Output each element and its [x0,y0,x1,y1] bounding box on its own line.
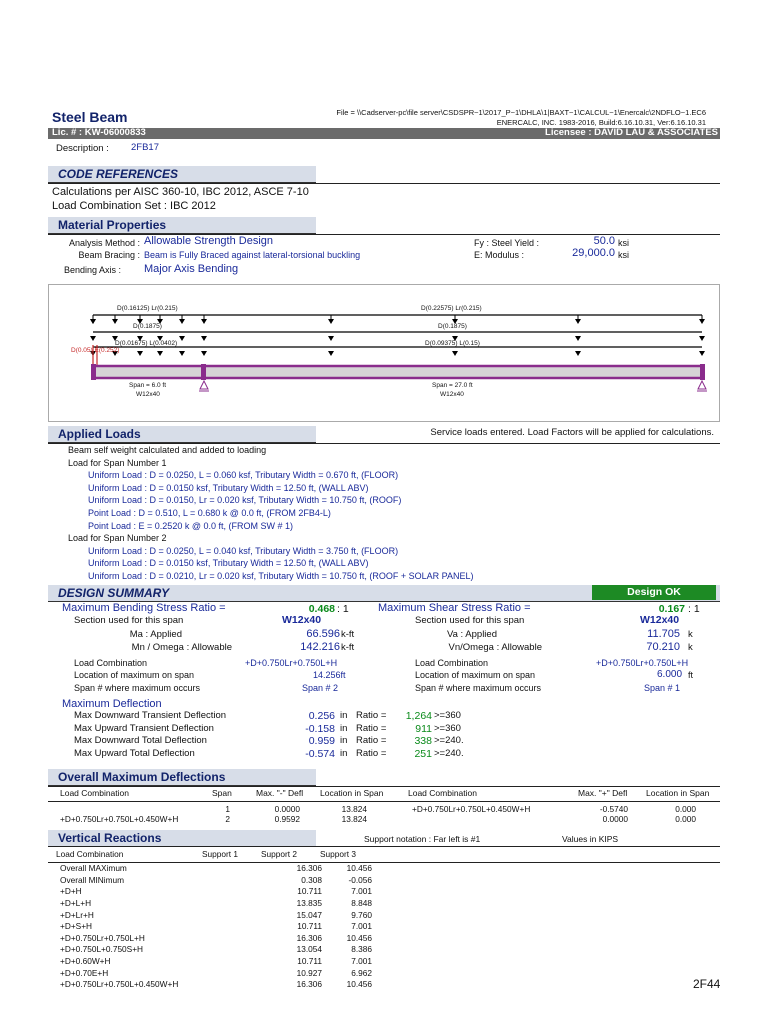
support-reaction-cell: 10.711 [297,886,322,897]
shear-ratio-label: Maximum Shear Stress Ratio = [378,602,531,614]
table-row [60,921,372,933]
col-header: Max. "+" Defl [578,788,628,798]
deflection-label: Max Downward Transient Deflection [74,710,227,721]
vn-label: Vn/Omega : Allowable [448,642,542,653]
table-row [60,933,372,945]
table-row [60,898,372,910]
table-row [60,875,372,887]
span-number: 1 [225,804,230,814]
ratio-limit: >=360 [434,710,461,721]
support-reaction-cell: 16.306 [296,979,322,990]
bending-ratio-label: Maximum Bending Stress Ratio = [62,602,226,614]
shear-loc-unit: ft [688,670,694,680]
applied-load-line: Uniform Load : D = 0.0250, L = 0.060 ksf, Tributary Width = 0.670 ft, (FLOOR) [88,470,399,481]
applied-loads-heading: Applied Loads [58,427,141,441]
reactions-units: Values in KIPS [562,834,619,844]
col-header: Load Combination [56,849,124,859]
file-path: File = \\Cadserver-pc\file server\CSDSPR~1\2017_P~1\DHLA\1|BAXT~1\CALCUL~1\Enercalc\2NDFLO~1.EC6 [336,108,706,117]
e-label: E: Modulus : [474,250,525,260]
divider [48,846,720,847]
support-reaction-cell: 9.760 [351,909,372,920]
support-reaction-cell [202,909,262,921]
load-combination-cell: +D+0.70E+H [60,967,109,978]
bend-section-value: W12x40 [282,614,322,626]
vn-unit: k [688,642,693,653]
applied-load-line: Uniform Load : D = 0.0210, Lr = 0.020 ksf, Tributary Width = 10.750 ft, (ROOF + SOLAR PANEL) [88,571,474,581]
support-reaction-cell [202,956,262,968]
support-reaction-cell: 10.927 [296,967,322,978]
support-reaction-cell: 7.001 [351,886,372,897]
bend-lc-value: +D+0.750Lr+0.750L+H [245,658,338,668]
shear-section-value: W12x40 [640,614,680,626]
load-label-2c: D(0.09375) L(0.15) [425,340,480,347]
load-combination-cell: Overall MAXimum [60,863,127,874]
load-combination-cell: +D+0.750Lr+0.750L+0.450W+H [60,979,179,990]
deflection-label: Max Upward Total Deflection [74,747,195,759]
applied-loads-note: Service loads entered. Load Factors will be applied for calculations. [430,427,714,438]
support-reaction-cell: -0.056 [348,874,372,885]
va-unit: k [688,629,693,640]
max-negative-deflection: 0.0000 [274,804,300,814]
location-in-span-pos: 0.000 [675,804,696,814]
applied-load-line: Point Load : E = 0.2520 k @ 0.0 ft, (FROM SW # 1) [88,520,293,531]
beam-member [93,366,703,378]
support-reaction-cell: 13.054 [296,944,322,955]
load-label-1d: D(0.05) E(0.252) [71,347,120,354]
support-reaction-cell: 7.001 [351,956,372,967]
applied-load-line: Uniform Load : D = 0.0150 ksf, Tributary Width = 12.50 ft, (WALL ABV) [88,482,369,493]
max-positive-deflection: -0.5740 [599,804,628,814]
load-label-2b: D(0.1875) [438,323,467,330]
overall-deflections-heading: Overall Maximum Deflections [58,770,226,784]
deflection-unit: in [340,710,348,721]
code-line-2: Load Combination Set : IBC 2012 [52,200,216,212]
deflection-heading: Maximum Deflection [62,698,162,710]
support-reaction-cell: 0.308 [301,874,322,885]
divider [48,183,720,184]
load-label-1b: D(0.1875) [133,323,162,330]
ratio-label: Ratio = [356,722,387,734]
design-summary-heading: DESIGN SUMMARY [58,586,170,600]
ratio-limit: >=240. [434,735,464,746]
divider [48,786,720,787]
table-row [60,956,372,968]
ratio-value: 911 [415,722,432,735]
load-combination-cell: +D+S+H [60,921,93,932]
bracing-value: Beam is Fully Braced against lateral-torsional buckling [144,250,361,260]
support-reaction-cell: 8.848 [351,898,372,909]
load-combination-cell: +D+0.750L+0.750S+H [60,944,144,955]
ratio-label: Ratio = [356,710,387,721]
max-negative-deflection: 0.9592 [274,814,300,824]
ratio-value: 1,264 [405,710,432,722]
reactions-table [60,863,372,991]
ratio-value: 251 [414,747,432,760]
load-combination: +D+0.750Lr+0.750L+0.450W+H [60,814,179,824]
va-label: Va : Applied [446,629,497,640]
table-row [60,909,372,921]
shear-span-label: Span # where maximum occurs [415,683,542,693]
col-header: Location in Span [646,788,710,798]
load-combination-cell: +D+H [60,886,82,897]
ma-value: 66.596 [306,628,340,640]
support-reaction-cell [202,979,262,991]
location-in-span-pos: 0.000 [675,814,696,824]
page-mark: 2F44 [693,977,721,991]
analysis-label: Analysis Method : [68,238,140,248]
support-reaction-cell: 10.456 [346,932,372,943]
ma-label: Ma : Applied [129,629,182,640]
e-unit: ksi [618,250,629,260]
bending-ratio-of: : 1 [337,603,349,615]
e-value: 29,000.0 [572,247,615,259]
applied-load-line: Uniform Load : D = 0.0250, L = 0.040 ksf, Tributary Width = 3.750 ft, (FLOOR) [88,545,399,556]
fy-label: Fy : Steel Yield : [474,238,540,248]
shear-ratio-value: 0.167 [658,603,685,615]
ma-unit: k-ft [341,629,355,640]
deflection-label: Max Upward Transient Deflection [74,722,214,734]
table-row [60,944,372,956]
support-reaction-cell: 10.711 [297,956,322,967]
load-label-1a: D(0.16125) Lr(0.215) [117,305,178,312]
ratio-label: Ratio = [356,747,387,759]
table-row [60,979,372,991]
col-header: Load Combination [60,788,129,798]
fy-unit: ksi [618,238,629,248]
bend-span-label: Span # where maximum occurs [74,683,201,693]
bending-ratio-value: 0.468 [308,603,335,615]
bend-lc-label: Load Combination [74,658,148,668]
applied-load-line: Beam self weight calculated and added to loading [68,445,267,455]
load-label-2a: D(0.22575) Lr(0.215) [421,305,482,312]
shear-span-value: Span # 1 [644,683,681,693]
col-header: Support 2 [261,849,297,859]
mn-value: 142.216 [300,641,340,653]
shear-loc-label: Location of maximum on span [415,670,536,680]
load-combination-pos: +D+0.750Lr+0.750L+0.450W+H [412,804,531,814]
support-reaction-cell: 16.306 [296,863,322,874]
support-reaction-cell [202,863,262,875]
support-reaction-cell [202,886,262,898]
divider [48,443,720,444]
license-number: Lic. # : KW-06000833 [52,127,146,138]
col-header: Support 3 [320,849,356,859]
shear-ratio-of: : 1 [688,603,700,615]
span-1-section: W12x40 [136,391,160,398]
deflection-unit: in [340,735,348,746]
page-title: Steel Beam [52,109,128,125]
bend-span-value: Span # 2 [302,683,339,693]
fy-value: 50.0 [593,235,615,247]
material-heading: Material Properties [58,218,167,232]
location-in-span: 13.824 [341,814,367,824]
shear-section-label: Section used for this span [415,615,525,626]
beam-diagram [48,284,720,422]
mn-unit: k-ft [341,642,355,653]
table-row [60,886,372,898]
support-reaction-cell: 8.386 [351,944,372,955]
deflection-unit: in [340,747,348,759]
deflection-label: Max Downward Total Deflection [74,735,207,746]
support-reaction-cell: 7.001 [351,921,372,932]
support-reaction-cell: 10.456 [346,979,372,990]
support-reaction-cell: 6.962 [351,967,372,978]
deflection-value: -0.574 [305,747,335,760]
deflection-unit: in [340,722,348,734]
shear-lc-value: +D+0.750Lr+0.750L+H [596,658,689,668]
bend-section-label: Section used for this span [74,615,184,626]
col-header: Load Combination [408,788,477,798]
span-number: 2 [225,814,230,824]
support-reaction-cell [202,944,262,956]
deflection-value: 0.959 [308,735,335,747]
support-reaction-cell [202,933,262,945]
bend-loc-value: 14.256ft [313,670,346,680]
ratio-label: Ratio = [356,735,387,746]
design-status-badge: Design OK [592,585,716,600]
table-row [60,863,372,875]
applied-load-line: Load for Span Number 2 [68,533,167,544]
bracing-label: Beam Bracing : [78,250,140,260]
shear-loc-value: 6.000 [657,669,683,680]
bend-loc-label: Location of maximum on span [74,670,195,680]
max-positive-deflection: 0.0000 [602,814,628,824]
col-header: Max. "-" Defl [256,788,304,798]
support-reaction-cell: 10.711 [297,921,322,932]
load-combination-cell: +D+0.750Lr+0.750L+H [60,932,145,943]
support-reaction-cell: 16.306 [296,932,322,943]
span-2-label: Span = 27.0 ft [432,382,473,389]
deflection-value: 0.256 [308,710,335,722]
support-reaction-cell: 15.047 [296,909,322,920]
load-combination-cell: +D+Lr+H [60,909,94,920]
applied-load-line: Point Load : D = 0.510, L = 0.680 k @ 0.0 ft, (FROM 2FB4-L) [88,508,331,518]
applied-load-line: Load for Span Number 1 [68,457,167,468]
load-combination-cell: +D+0.60W+H [60,956,111,967]
mn-label: Mn / Omega : Allowable [131,642,232,653]
table-row [60,967,372,979]
load-combination-cell: Overall MINimum [60,874,125,885]
ratio-limit: >=360 [434,722,461,734]
axis-label: Bending Axis : [64,265,122,275]
support-reaction-cell: 10.456 [346,863,372,874]
support-reaction-cell [202,921,262,933]
location-in-span: 13.824 [341,804,367,814]
axis-value: Major Axis Bending [144,263,239,275]
support-reaction-cell [202,875,262,887]
code-references-heading: CODE REFERENCES [58,167,179,181]
description-value: 2FB17 [131,142,159,153]
shear-lc-label: Load Combination [415,658,489,668]
load-combination-cell: +D+L+H [60,898,92,909]
ratio-value: 338 [414,735,432,747]
col-header: Support 1 [202,849,238,859]
applied-load-line: Uniform Load : D = 0.0150 ksf, Tributary Width = 12.50 ft, (WALL ABV) [88,558,369,569]
deflection-value: -0.158 [305,722,335,735]
analysis-value: Allowable Strength Design [144,235,274,247]
load-arrows [90,315,705,356]
support-reaction-cell: 13.835 [296,898,322,909]
col-header: Span [212,788,232,798]
col-header: Location in Span [320,788,384,798]
va-value: 11.705 [647,628,680,640]
licensee: Licensee : DAVID LAU & ASSOCIATES [545,127,718,138]
span-2-section: W12x40 [440,391,464,398]
load-label-1c: D(0.01675) L(0.0402) [115,340,178,347]
ratio-limit: >=240. [434,747,464,759]
vn-value: 70.210 [646,641,680,653]
code-line-1: Calculations per AISC 360-10, IBC 2012, ASCE 7-10 [52,186,309,198]
enercalc-version: ENERCALC, INC. 1983-2016, Build:6.16.10.31, Ver:6.16.10.31 [496,118,706,127]
reactions-notation: Support notation : Far left is #1 [364,834,481,844]
reactions-heading: Vertical Reactions [58,831,162,845]
span-1-label: Span = 6.0 ft [129,382,167,389]
divider [48,801,720,802]
description-label: Description : [56,143,109,154]
support-reaction-cell [202,967,262,979]
applied-load-line: Uniform Load : D = 0.0150, Lr = 0.020 ksf, Tributary Width = 10.750 ft, (ROOF) [88,495,402,506]
support-reaction-cell [202,898,262,910]
